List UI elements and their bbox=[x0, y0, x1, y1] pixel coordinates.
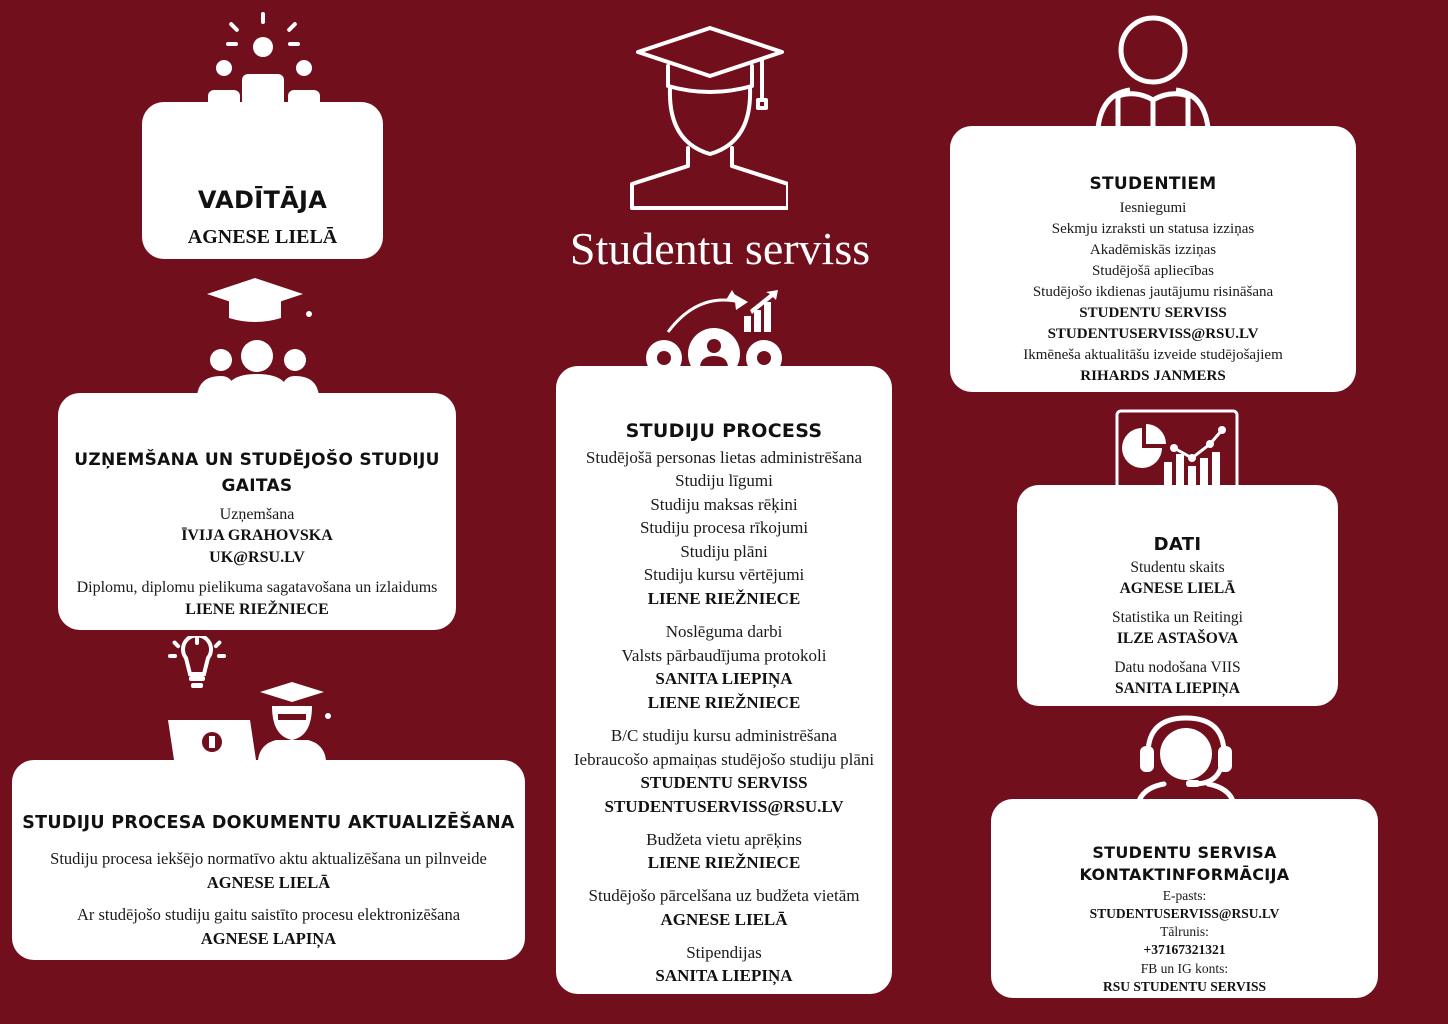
study-process-item: B/C studiju kursu administrēšana bbox=[610, 726, 838, 745]
contact-title-line2: KONTAKTINFORMĀCIJA bbox=[1079, 865, 1290, 884]
students-card bbox=[950, 126, 1356, 392]
students-item: Studējošā apliecības bbox=[1091, 263, 1215, 279]
study-process-name: LIENE RIEŽNIECE bbox=[647, 693, 801, 712]
data-title: DATI bbox=[1153, 534, 1202, 555]
study-process-name: LIENE RIEŽNIECE bbox=[647, 853, 801, 872]
study-process-email[interactable]: STUDENTUSERVISS@RSU.LV bbox=[604, 797, 844, 816]
study-process-name: SANITA LIEPIŅA bbox=[655, 966, 793, 985]
study-process-item: Studējošo pārcelšana uz budžeta vietām bbox=[588, 886, 860, 905]
study-process-item: Studējošā personas lietas administrēšana bbox=[585, 448, 863, 467]
data-name: SANITA LIEPIŅA bbox=[1114, 680, 1241, 697]
admission-title-line2: GAITAS bbox=[221, 476, 293, 496]
diploma-item: Diplomu, diplomu pielikuma sagatavošana un izlaidums bbox=[76, 579, 438, 596]
data-chart-icon bbox=[1114, 408, 1240, 488]
documents-name: AGNESE LIELĀ bbox=[206, 873, 331, 892]
students-item: Akadēmiskās izziņas bbox=[1089, 242, 1217, 258]
contact-phone[interactable]: +37167321321 bbox=[1143, 942, 1226, 957]
study-process-item: Stipendijas bbox=[686, 943, 762, 962]
contact-label: Tālrunis: bbox=[1160, 924, 1209, 939]
student-reading-icon bbox=[1090, 10, 1220, 130]
study-process-card bbox=[556, 366, 892, 994]
contact-title-line1: STUDENTU SERVISA bbox=[1092, 843, 1277, 862]
study-process-name: STUDENTU SERVISS bbox=[640, 773, 808, 792]
documents-name: AGNESE LAPIŅA bbox=[200, 929, 337, 948]
data-name: ILZE ASTAŠOVA bbox=[1116, 630, 1239, 647]
leader-title: VADĪTĀJA bbox=[197, 186, 328, 214]
data-item: Statistika un Reitingi bbox=[1112, 609, 1243, 626]
diploma-name: LIENE RIEŽNIECE bbox=[185, 601, 329, 618]
data-name: AGNESE LIELĀ bbox=[1119, 580, 1236, 597]
page-title: Studentu serviss bbox=[569, 223, 871, 274]
documents-title: STUDIJU PROCESA DOKUMENTU AKTUALIZĒŠANA bbox=[22, 813, 515, 833]
study-process-item: Studiju maksas rēķini bbox=[650, 495, 798, 514]
documents-item: Studiju procesa iekšējo normatīvo aktu aktualizēšana un pilnveide bbox=[50, 849, 487, 868]
study-process-name: SANITA LIEPIŅA bbox=[655, 669, 793, 688]
student-group-icon bbox=[195, 278, 325, 396]
study-process-item: Studiju procesa rīkojumi bbox=[639, 518, 809, 537]
students-email[interactable]: STUDENTUSERVISS@RSU.LV bbox=[1047, 326, 1259, 342]
students-item: Iesniegumi bbox=[1119, 200, 1187, 216]
study-process-item: Studiju kursu vērtējumi bbox=[643, 565, 805, 584]
students-item: Studējošo ikdienas jautājumu risināšana bbox=[1032, 284, 1274, 300]
students-item: Ikmēneša aktualitāšu izveide studējošajiem bbox=[1023, 347, 1283, 363]
admission-item: Uzņemšana bbox=[219, 506, 295, 523]
contact-card bbox=[991, 799, 1378, 998]
headset-support-icon bbox=[1134, 712, 1238, 804]
contact-label: E-pasts: bbox=[1162, 888, 1207, 903]
students-item: Sekmju izraksti un statusa izziņas bbox=[1051, 221, 1255, 237]
leader-name: AGNESE LIELĀ bbox=[187, 226, 338, 248]
study-process-item: Iebraucošo apmaiņas studējošo studiju plāni bbox=[573, 750, 875, 769]
study-process-title: STUDIJU PROCESS bbox=[625, 420, 823, 442]
admission-email[interactable]: UK@RSU.LV bbox=[209, 549, 305, 566]
data-card bbox=[1017, 485, 1338, 706]
students-name: STUDENTU SERVISS bbox=[1079, 305, 1227, 321]
study-process-item: Noslēguma darbi bbox=[665, 622, 783, 641]
data-item: Studentu skaits bbox=[1130, 559, 1225, 576]
admission-title-line1: UZŅEMŠANA UN STUDĒJOŠO STUDIJU bbox=[74, 450, 440, 470]
contact-social[interactable]: RSU STUDENTU SERVISS bbox=[1102, 979, 1267, 994]
study-process-item: Valsts pārbaudījuma protokoli bbox=[621, 646, 827, 665]
documents-item: Ar studējošo studiju gaitu saistīto procesu elektronizēšana bbox=[76, 905, 461, 924]
graduate-student-icon bbox=[628, 24, 788, 210]
idea-laptop-icon bbox=[160, 636, 340, 760]
gears-process-icon bbox=[638, 288, 794, 368]
documents-card bbox=[12, 760, 525, 960]
study-process-item: Budžeta vietu aprēķins bbox=[646, 830, 802, 849]
study-process-item: Studiju līgumi bbox=[675, 471, 773, 490]
data-item: Datu nodošana VIIS bbox=[1114, 659, 1241, 676]
study-process-name: AGNESE LIELĀ bbox=[660, 910, 788, 929]
contact-label: FB un IG konts: bbox=[1140, 961, 1229, 976]
study-process-item: Studiju plāni bbox=[680, 542, 768, 561]
students-title: STUDENTIEM bbox=[1089, 174, 1217, 194]
leader-card bbox=[142, 102, 383, 259]
contact-email[interactable]: STUDENTUSERVISS@RSU.LV bbox=[1089, 906, 1280, 921]
study-process-name: LIENE RIEŽNIECE bbox=[647, 589, 801, 608]
admission-name: ĪVIJA GRAHOVSKA bbox=[181, 527, 333, 544]
admission-card bbox=[58, 393, 456, 630]
leader-presenting-icon bbox=[200, 8, 330, 108]
students-name: RIHARDS JANMERS bbox=[1080, 368, 1226, 384]
